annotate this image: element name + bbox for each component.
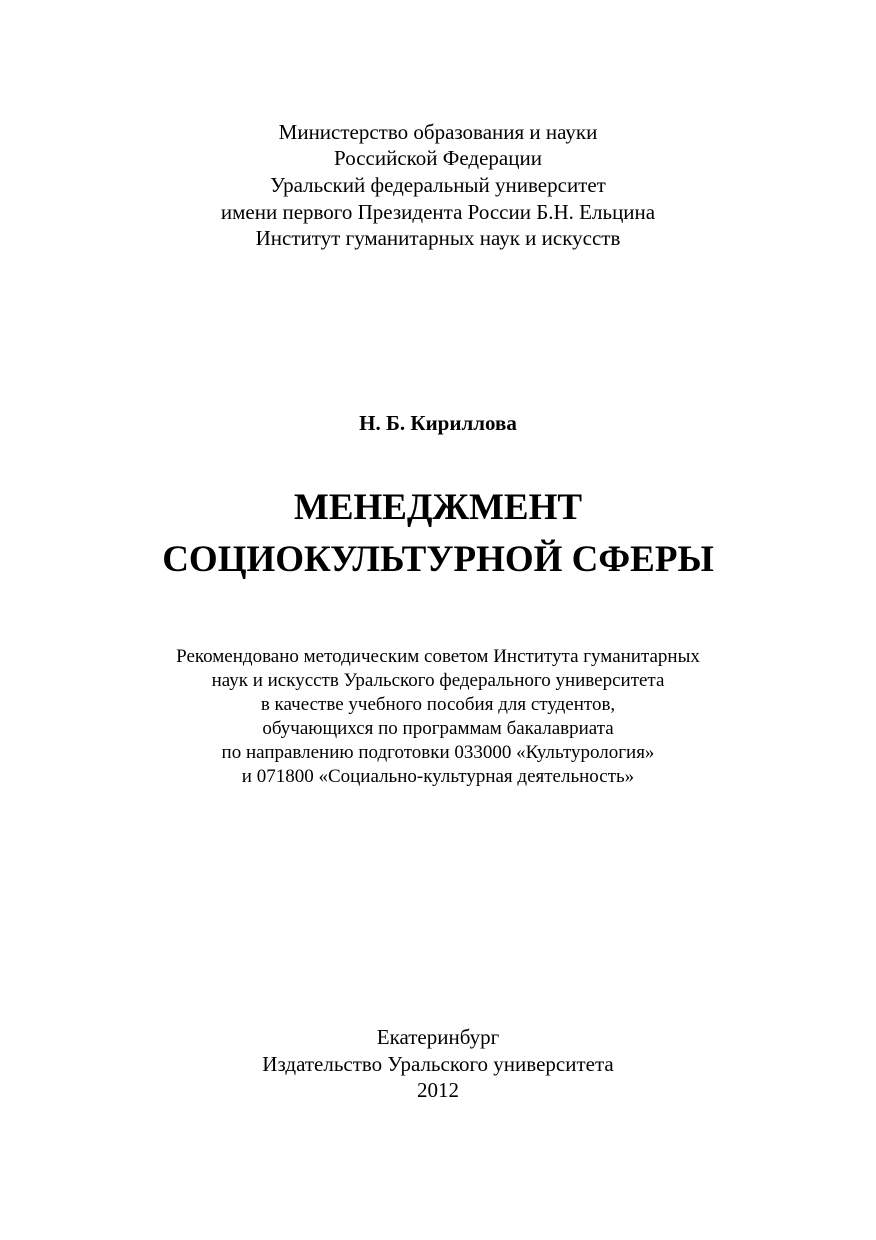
university-name-line: имени первого Президента России Б.Н. Ельцина [220, 200, 656, 224]
imprint-city: Екатеринбург [376, 1025, 500, 1049]
imprint-year: 2012 [417, 1078, 459, 1102]
recommendation-line: обучающихся по программам бакалавриата [262, 718, 614, 739]
university-line: Уральский федеральный университет [270, 173, 606, 197]
imprint-publisher: Издательство Уральского университета [262, 1052, 614, 1076]
author-name: Н. Б. Кириллова [359, 411, 517, 435]
ministry-line-2: Российской Федерации [334, 146, 542, 170]
recommendation-line: наук и искусств Уральского федерального университета [211, 670, 665, 691]
recommendation-line: по направлению подготовки 033000 «Культурология» [221, 742, 655, 763]
ministry-line-1: Министерство образования и науки [278, 120, 598, 144]
institute-line: Институт гуманитарных наук и искусств [255, 226, 621, 250]
recommendation-line: Рекомендовано методическим советом Института гуманитарных [176, 646, 700, 667]
title-line-2: СОЦИОКУЛЬТУРНОЙ СФЕРЫ [162, 539, 714, 580]
recommendation-line: и 071800 «Социально-культурная деятельность» [241, 766, 635, 787]
title-line-1: МЕНЕДЖМЕНТ [293, 487, 583, 528]
recommendation-line: в качестве учебного пособия для студентов, [260, 694, 616, 715]
